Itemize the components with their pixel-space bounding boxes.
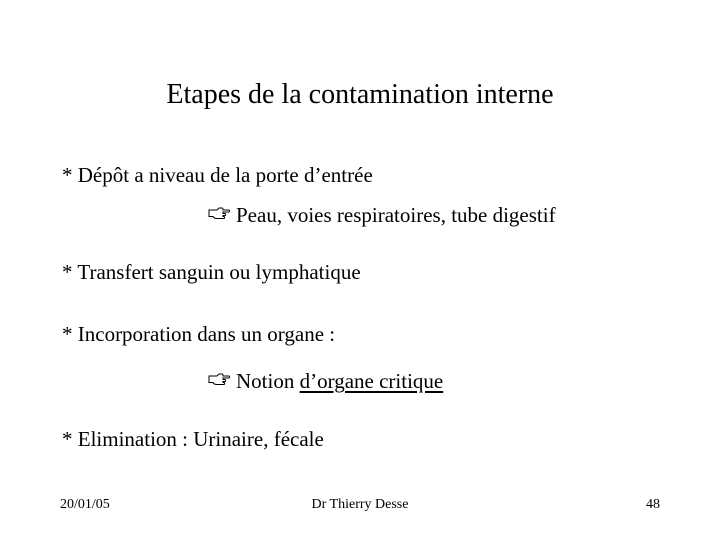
pointing-hand-icon [208,372,230,386]
bullet-transfer: * Transfert sanguin ou lymphatique [62,260,361,284]
critical-organ-link-text: d’organe critique [299,369,444,393]
pointing-hand-icon [208,206,230,220]
slide-title: Etapes de la contamination interne [166,79,554,110]
footer-date: 20/01/05 [60,497,110,512]
bullet-elimination: * Elimination : Urinaire, fécale [62,427,324,451]
bullet-deposit: * Dépôt a niveau de la porte d’entrée [62,163,373,187]
sub-bullet-label: Peau, voies respiratoires, tube digestif [236,203,556,227]
notion-prefix: Notion [236,369,300,393]
sub-bullet-entry-routes [208,202,556,228]
footer-author: Dr Thierry Desse [311,497,409,512]
bullet-incorporation: * Incorporation dans un organe : [62,322,336,346]
footer-page-number: 48 [646,497,660,512]
sub-bullet-critical-organ [208,368,443,394]
